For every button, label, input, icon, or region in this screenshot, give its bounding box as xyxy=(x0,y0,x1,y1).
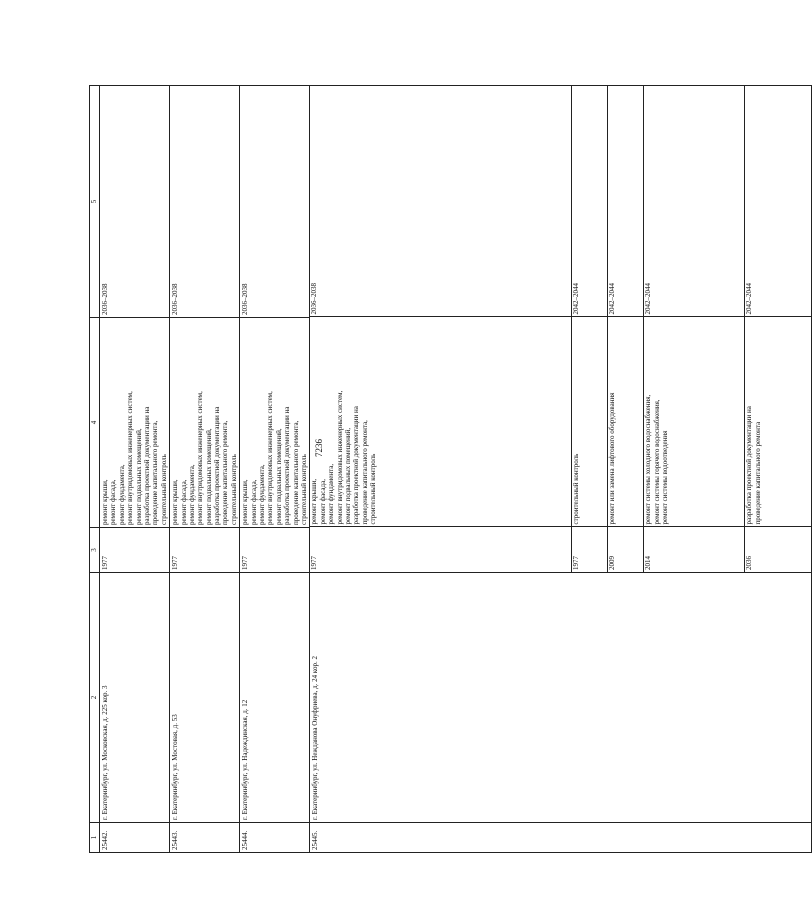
table-row xyxy=(170,86,240,853)
year-cell: 2009 xyxy=(607,527,643,572)
work-type-cell: строительный контроль xyxy=(571,317,607,527)
sub-item-row xyxy=(607,85,643,572)
row-number: 25443. xyxy=(170,823,240,853)
address-cell: г. Екатеринбург, ул. Нежданова Онуфриева, д. 24 кор. 2 xyxy=(310,573,812,823)
sub-item-row xyxy=(310,85,571,572)
multi-item-cell xyxy=(310,86,812,573)
column-header-1: 1 xyxy=(90,823,100,853)
address-cell: г. Екатеринбург, ул. Мостовая, д. 53 xyxy=(170,573,240,823)
sub-item-row xyxy=(571,85,607,572)
rotated-table-wrapper xyxy=(89,86,762,853)
row-number: 25444. xyxy=(240,823,310,853)
year-cell: 2036 xyxy=(745,527,812,572)
work-type-cell: ремонт крыши, ремонт фасада, ремонт фундамента, ремонт внутридомовых инженерных систем, ремонт подвальных помещений, разработка проектной документации на проведение капитального ремонта, строительный контроль xyxy=(100,318,170,528)
period-cell: 2036–2038 xyxy=(170,86,240,318)
page-number: 7236 xyxy=(314,439,324,457)
period-cell: 2042–2044 xyxy=(571,85,607,317)
work-type-cell: ремонт крыши, ремонт фасада, ремонт фундамента, ремонт внутридомовых инженерных систем, ремонт подвальных помещений, разработка проектной документации на проведение капитального ремонта, строительный контроль xyxy=(310,317,571,527)
row-number: 25445. xyxy=(310,823,812,853)
sub-item-row xyxy=(745,85,812,572)
table-row xyxy=(240,86,310,853)
repair-schedule-table xyxy=(89,85,812,853)
address-cell: г. Екатеринбург, ул. Надеждинская, д. 12 xyxy=(240,573,310,823)
column-header-2: 2 xyxy=(90,573,100,823)
table-row xyxy=(310,86,812,853)
sub-item-row xyxy=(644,85,745,572)
year-cell: 2014 xyxy=(644,527,745,572)
period-cell: 2042–2044 xyxy=(607,85,643,317)
column-header-5: 5 xyxy=(90,86,100,318)
year-cell: 1977 xyxy=(571,527,607,572)
period-cell: 2042–2044 xyxy=(745,283,754,315)
sub-items-table xyxy=(310,85,811,572)
header-row xyxy=(90,86,100,853)
year-cell: 1977 xyxy=(310,527,571,572)
year-cell: 1977 xyxy=(240,528,310,573)
period-cell: 2036–2038 xyxy=(240,86,310,318)
address-cell: г. Екатеринбург, ул. Московская, д. 225 кор. 3 xyxy=(100,573,170,823)
period-cell: 2036–2038 xyxy=(100,86,170,318)
year-cell: 1977 xyxy=(100,528,170,573)
column-header-3: 3 xyxy=(90,528,100,573)
work-type-cell: ремонт системы холодного водоснабжения, ремонт системы горячего водоснабжения, ремонт системы водоотведения xyxy=(644,317,745,527)
work-type-cell: ремонт крыши, ремонт фасада, ремонт фундамента, ремонт внутридомовых инженерных систем, ремонт подвальных помещений, разработка проектной документации на проведение капитального ремонта, строительный контроль xyxy=(240,318,310,528)
year-cell: 1977 xyxy=(170,528,240,573)
row-number: 25442. xyxy=(100,823,170,853)
work-type-cell: ремонт крыши, ремонт фасада, ремонт фундамента, ремонт внутридомовых инженерных систем, ремонт подвальных помещений, разработка проектной документации на проведение капитального ремонта, строительный контроль xyxy=(170,318,240,528)
period-cell: 2042–2044 xyxy=(644,85,745,317)
period-cell: 2036–2038 xyxy=(310,85,571,317)
column-header-4: 4 xyxy=(90,318,100,528)
work-type-cell: разработка проектной документации на проведение капитального ремонта xyxy=(745,317,812,527)
work-type-cell: ремонт или замена лифтового оборудования xyxy=(607,317,643,527)
table-row xyxy=(100,86,170,853)
